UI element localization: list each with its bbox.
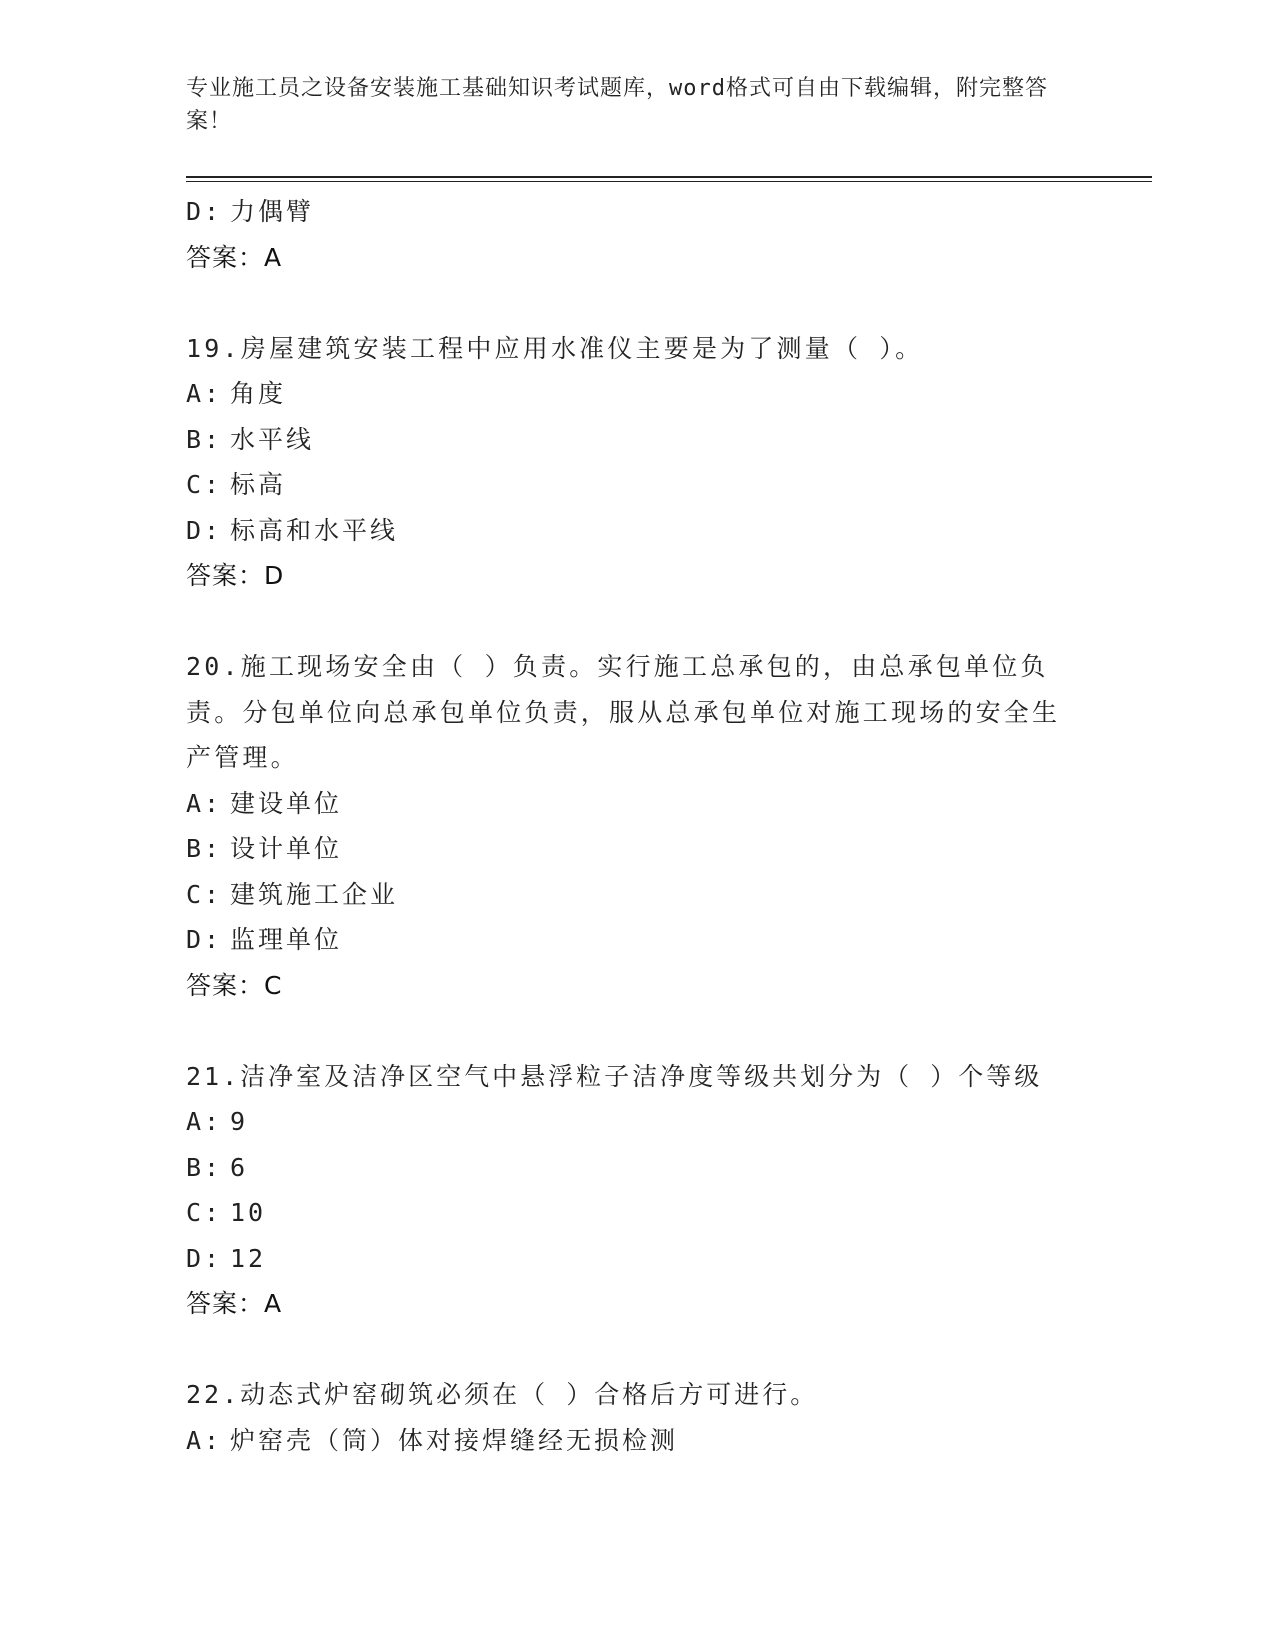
option-label: D: [186, 1243, 223, 1273]
option-label: D: [186, 197, 223, 226]
option-label: A: [186, 379, 223, 408]
option-line [186, 826, 1066, 872]
option-text: 设计单位 [230, 834, 343, 863]
option-text: 水平线 [230, 424, 315, 454]
option-text: 炉窑壳（筒）体对接焊缝经无损检测 [230, 1425, 679, 1455]
option-line [186, 462, 1066, 508]
option-label: D: [186, 925, 223, 954]
spacer [186, 280, 1066, 326]
option-line [186, 189, 1066, 235]
answer-line: 答案：A [186, 1289, 283, 1318]
option-text: 建筑施工企业 [230, 879, 399, 909]
option-line [186, 917, 1066, 963]
option-label: B: [186, 1152, 223, 1182]
option-label: C: [186, 470, 223, 499]
question-stem: 19.房屋建筑安装工程中应用水准仪主要是为了测量（ ）。 [186, 333, 924, 363]
option-text: 6 [230, 1152, 249, 1182]
question-stem: 20.施工现场安全由（ ）负责。实行施工总承包的，由总承包单位负责。分包单位向总承包单位负责，服从总承包单位对施工现场的安全生产管理。 [186, 652, 1061, 772]
answer-line: 答案：C [186, 970, 283, 1000]
option-text: 监理单位 [230, 925, 343, 954]
answer-line: 答案：D [186, 561, 285, 590]
option-label: A: [186, 1107, 223, 1136]
spacer [186, 599, 1066, 645]
option-label: B: [186, 834, 223, 863]
option-text: 建设单位 [230, 788, 343, 818]
option-line [186, 1418, 1066, 1464]
option-text: 力偶臂 [230, 197, 315, 226]
option-line [186, 781, 1066, 827]
option-line [186, 872, 1066, 918]
header-rule-thick [186, 176, 1152, 178]
header-rule-thin [186, 181, 1152, 182]
answer-line: 答案：A [186, 242, 283, 272]
option-label: A: [186, 1425, 223, 1455]
option-line [186, 1099, 1066, 1145]
option-line [186, 371, 1066, 417]
option-line [186, 1145, 1066, 1191]
option-text: 9 [230, 1107, 249, 1136]
option-text: 12 [230, 1243, 267, 1273]
option-line [186, 508, 1066, 554]
option-label: C: [186, 879, 223, 909]
question-list [186, 189, 1066, 1463]
option-text: 标高 [230, 470, 287, 499]
option-label: A: [186, 788, 223, 818]
option-text: 角度 [230, 379, 287, 408]
spacer [186, 1008, 1066, 1054]
page-header: 专业施工员之设备安装施工基础知识考试题库，word格式可自由下载编辑，附完整答案！ [186, 76, 1048, 134]
option-label: B: [186, 424, 223, 454]
option-line [186, 417, 1066, 463]
spacer [186, 1327, 1066, 1373]
option-line [186, 1190, 1066, 1236]
question-stem: 21.洁净室及洁净区空气中悬浮粒子洁净度等级共划分为（ ）个等级 [186, 1061, 1043, 1091]
option-text: 标高和水平线 [230, 515, 399, 545]
question-stem: 22.动态式炉窑砌筑必须在（ ）合格后方可进行。 [186, 1380, 819, 1409]
option-line [186, 1236, 1066, 1282]
option-label: D: [186, 515, 223, 545]
option-text: 10 [230, 1198, 267, 1227]
option-label: C: [186, 1198, 223, 1227]
